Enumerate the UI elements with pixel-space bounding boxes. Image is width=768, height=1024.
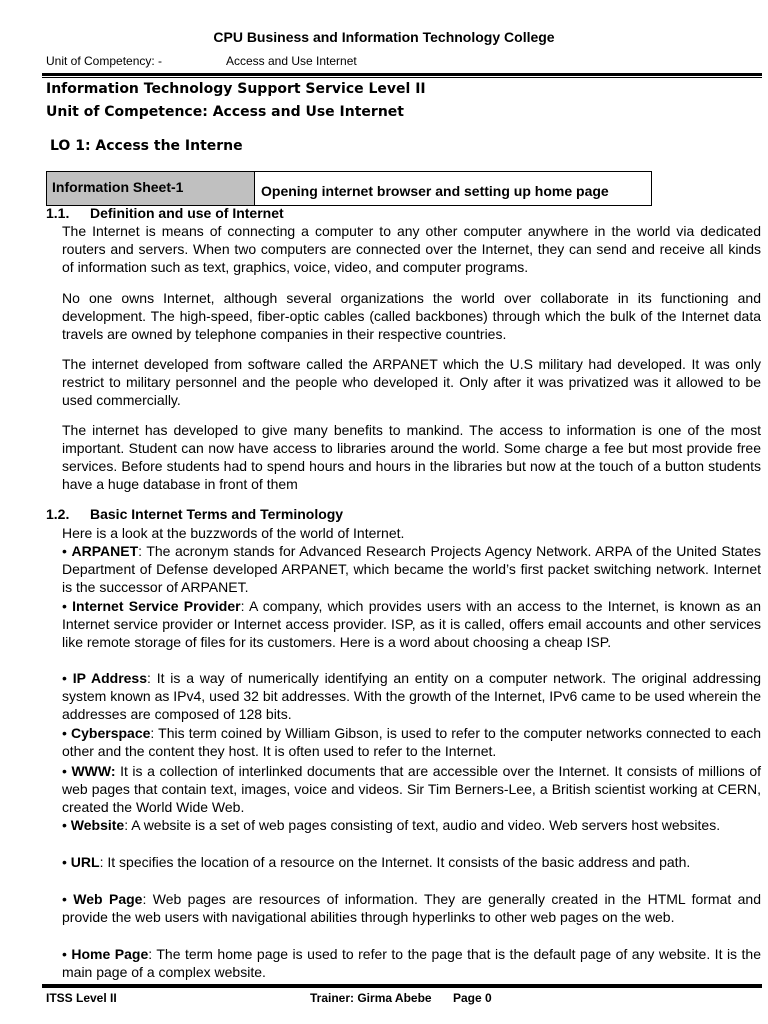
term-definition: A company, which provides users with an access to the Internet, is known as an Internet service provider or Internet access provider. ISP, as it is called, offers email accounts and other services like remote storage of files for its customers. Here is a word about choosing a cheap ISP.	[62, 598, 761, 650]
term-definition: This term coined by William Gibson, is used to refer to the computer networks connected to each other and the content they host. It is often used to refer to the Internet.	[62, 725, 761, 759]
bullet: •	[62, 598, 67, 614]
section-title: Definition and use of Internet	[90, 205, 284, 221]
bullet: •	[62, 543, 67, 559]
term-name: WWW:	[71, 763, 116, 779]
term-item: • URL: It specifies the location of a resource on the Internet. It consists of the basic address and path.	[62, 854, 691, 870]
info-sheet-table	[46, 171, 652, 206]
bullet: •	[62, 946, 67, 962]
page-label: Page	[453, 991, 482, 1005]
footer-trainer: Trainer: Girma Abebe	[310, 991, 432, 1005]
term-item: • IP Address: It is a way of numerically identifying an entity on a computer network. The original addressing system known as IPv4, used 32 bit addresses. With the growth of the Internet, IPv6 came to be used wherein the addresses are composed of 128 bits.	[62, 670, 761, 722]
learning-outcome-title: LO 1: Access the Interne	[50, 138, 243, 154]
term-definition: It is a way of numerically identifying an entity on a computer network. The original addressing system known as IPv4, used 32 bit addresses. With the growth of the Internet, IPv6 came to be used wherein the addresses are composed of 128 bits.	[62, 670, 761, 722]
bullet: •	[62, 763, 67, 779]
term-definition: A website is a set of web pages consisting of text, audio and video. Web servers host websites.	[128, 817, 721, 833]
page-number: 0	[485, 991, 492, 1005]
unit-label: Unit of Competency: -	[46, 54, 163, 68]
term-name: Internet Service Provider	[72, 598, 241, 614]
unit-value: Access and Use Internet	[226, 54, 357, 68]
term-name: Web Page	[73, 891, 143, 907]
paragraph: The internet has developed to give many benefits to mankind. The access to information is one of the most important. Student can now have access to libraries around the world. Some charge a fee but most provide free services. Before students had to spend hours and hours in the libraries but now at the touch of a button students have a huge database in front of them	[62, 422, 761, 492]
term-name: IP Address	[72, 670, 147, 686]
footer-page	[453, 991, 492, 1005]
term-definition: Web pages are resources of information. They are generally created in the HTML format and provide the web users with navigational abilities through hyperlinks to other web pages on the web.	[62, 891, 761, 925]
term-definition: It is a collection of interlinked documents that are accessible over the Internet. It consists of millions of web pages that contain text, images, voice and videos. Sir Tim Berners-Lee, a British scientist working at CERN, created the World Wide Web.	[62, 763, 761, 815]
info-sheet-title: Opening internet browser and setting up home page	[261, 183, 609, 199]
course-title: Information Technology Support Service Level II	[46, 81, 426, 97]
unit-of-competence-title: Unit of Competence: Access and Use Internet	[46, 104, 404, 120]
term-item: • Cyberspace: This term coined by William Gibson, is used to refer to the computer networks connected to each other and the content they host. It is often used to refer to the Internet.	[62, 725, 761, 759]
bullet: •	[62, 725, 67, 741]
section-intro: Here is a look at the buzzwords of the world of Internet.	[62, 525, 405, 541]
term-item	[62, 762, 761, 816]
unit-of-competency	[46, 54, 357, 68]
term-name: Home Page	[71, 946, 149, 962]
section-heading-1-1	[46, 205, 284, 221]
term-item: • Home Page: The term home page is used to refer to the page that is the default page of any website. It is the main page of a complex website.	[62, 946, 761, 980]
bullet: •	[62, 670, 67, 686]
footer-rule	[42, 984, 762, 988]
section-number: 1.2.	[46, 506, 70, 522]
term-item: • ARPANET: The acronym stands for Advanced Research Projects Agency Network. ARPA of the United States Department of Defense developed ARPANET, which became the world’s first packet switching network. Internet is the successor of ARPANET.	[62, 543, 762, 595]
header-rule-thin	[42, 77, 762, 78]
bullet: •	[62, 854, 67, 870]
paragraph: The Internet is means of connecting a computer to any other computer anywhere in the world via dedicated routers and servers. When two computers are connected over the Internet, they can send and receive all kinds of information such as text, graphics, voice, video, and computer programs.	[62, 223, 761, 275]
term-name: Cyberspace	[71, 725, 151, 741]
section-heading-1-2	[46, 506, 344, 522]
term-name: ARPANET	[71, 543, 139, 559]
term-item: • Website: A website is a set of web pages consisting of text, audio and video. Web servers host websites.	[62, 817, 721, 833]
bullet: •	[62, 817, 67, 833]
section-title: Basic Internet Terms and Terminology	[90, 506, 344, 522]
term-name: URL	[70, 854, 100, 870]
header-rule-thick	[42, 73, 762, 76]
college-name: CPU Business and Information Technology College	[213, 29, 555, 45]
bullet: •	[62, 891, 67, 907]
term-definition: It specifies the location of a resource on the Internet. It consists of the basic address and path.	[103, 854, 691, 870]
paragraph: The internet developed from software called the ARPANET which the U.S military had developed. It was only restrict to military personnel and the people who developed it. Only after it was privatized was it allowed to be used commercially.	[62, 356, 761, 408]
footer-course: ITSS Level II	[46, 991, 117, 1005]
info-sheet-label: Information Sheet-1	[47, 172, 255, 205]
section-number: 1.1.	[46, 205, 70, 221]
term-item: • Internet Service Provider: A company, which provides users with an access to the Internet, is known as an Internet service provider or Internet access provider. ISP, as it is called, offers email accounts and other services like remote storage of files for its customers. Here is a word about choosing a cheap ISP.	[62, 598, 761, 650]
term-definition: The acronym stands for Advanced Research Projects Agency Network. ARPA of the United States Department of Defense developed ARPANET, which became the world’s first packet switching network. Internet is the successor of ARPANET.	[62, 543, 762, 595]
paragraph: No one owns Internet, although several organizations the world over collaborate in its functioning and development. The high-speed, fiber-optic cables (called backbones) through which the bulk of the Internet data travels are owned by telephone companies in their respective countries.	[62, 290, 761, 342]
term-name: Website	[70, 817, 125, 833]
term-item: • Web Page: Web pages are resources of information. They are generally created in the HTML format and provide the web users with navigational abilities through hyperlinks to other web pages on the web.	[62, 891, 761, 925]
term-definition: The term home page is used to refer to the page that is the default page of any website. It is the main page of a complex website.	[62, 946, 761, 980]
